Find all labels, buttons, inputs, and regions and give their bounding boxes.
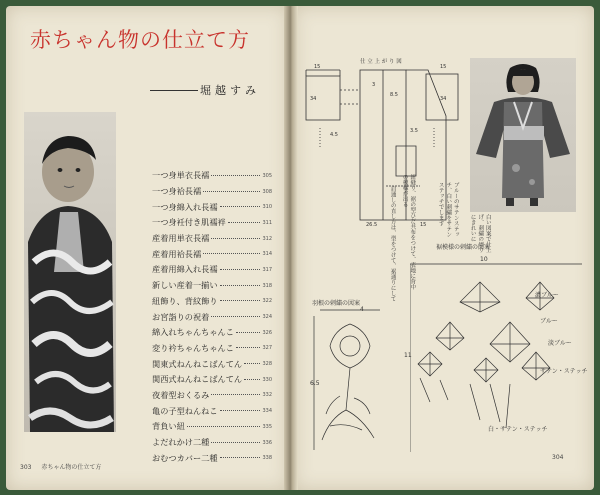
toc-leader-dots (236, 331, 261, 333)
toc-leader-dots (211, 237, 260, 239)
table-of-contents (152, 168, 272, 466)
toc-leader-dots (220, 205, 261, 207)
toc-leader-dots (211, 315, 260, 317)
toc-item (152, 372, 272, 388)
embroidery-caption-right: 裾模様の刺繍の図案 (436, 244, 491, 251)
toc-item-label: おむつカバー二種 (152, 452, 218, 463)
toc-leader-dots (203, 190, 260, 192)
toc-leader-dots (211, 393, 260, 395)
page-number-left: 303 (20, 464, 32, 471)
toc-item-label: 関東式ねんねこばんてん (152, 358, 243, 369)
footer-title: 赤ちゃん物の仕立て方 (41, 464, 102, 471)
toc-leader-dots (220, 299, 261, 301)
toc-item (152, 246, 272, 262)
toc-item-page: 312 (262, 235, 272, 242)
svg-text:15: 15 (420, 222, 427, 228)
toc-item (152, 356, 272, 372)
toc-item (152, 309, 272, 325)
toc-leader-dots (220, 268, 261, 270)
embroidery-caption-left: 羽根の刺繍の図案 (312, 300, 361, 307)
toc-item-label: 亀の子型ねんねこ (152, 405, 218, 416)
svg-text:15: 15 (314, 64, 321, 70)
toc-item (152, 388, 272, 404)
dim-4-label: 4 (360, 306, 364, 313)
label-light-blue: 淡ブルー (548, 340, 572, 347)
toc-item-label: 産着用単衣長襦 (152, 233, 210, 244)
toc-item-label: 関西式ねんねこばんてん (152, 374, 243, 385)
toc-leader-dots (211, 174, 260, 176)
svg-text:26.5: 26.5 (366, 222, 378, 228)
toc-item-page: 335 (262, 423, 272, 430)
toc-item-label: お宮詣りの祝着 (152, 311, 210, 322)
svg-text:8.5: 8.5 (390, 92, 398, 98)
wing-embroidery-drawing (310, 306, 410, 450)
wing-embroidery-diagram (310, 306, 410, 450)
svg-text:4.5: 4.5 (330, 132, 338, 138)
toc-item-page: 328 (262, 361, 272, 368)
toc-item-label: 産着用綿入れ長襦 (152, 264, 218, 275)
author-rule (150, 90, 198, 91)
hem-embroidery-drawing (410, 252, 582, 452)
toc-item-label: 一つ身綿入れ長襦 (152, 201, 218, 212)
toc-leader-dots (244, 362, 260, 364)
toc-item-page: 336 (262, 439, 272, 446)
toc-item-page: 318 (262, 282, 272, 289)
dim-11-label: 11 (404, 352, 412, 359)
toc-item-label: 背負い紐 (152, 421, 185, 432)
toc-item-label: 産着用袷長襦 (152, 248, 202, 259)
toc-item-page: 310 (262, 204, 272, 211)
toc-item-label: 一つ身衽付き肌襦袢 (152, 217, 226, 228)
baby-photo-image (24, 112, 116, 432)
svg-text:3: 3 (372, 82, 376, 88)
page-title: 赤ちゃん物の仕立て方 (30, 28, 250, 52)
toc-leader-dots (211, 441, 260, 443)
toc-item-page: 330 (262, 376, 272, 383)
toc-item-page: 322 (262, 298, 272, 305)
toc-item-page: 317 (262, 266, 272, 273)
toc-item-label: よだれかけ二種 (152, 437, 210, 448)
toc-item (152, 215, 272, 231)
toc-item-page: 332 (262, 392, 272, 399)
hem-embroidery-diagram (410, 252, 582, 452)
toc-item-page: 308 (262, 188, 272, 195)
toc-item (152, 199, 272, 215)
svg-text:34: 34 (310, 96, 317, 102)
page-number-right: 304 (552, 454, 564, 461)
toc-item (152, 325, 272, 341)
author-name: 堀越すみ (200, 84, 260, 97)
label-white-satin-stitch: 白・サテン・ステッチ (488, 426, 548, 433)
toc-item (152, 231, 272, 247)
toc-item-page: 314 (262, 251, 272, 258)
toc-item (152, 341, 272, 357)
toc-item-label: 一つ身袷長襦 (152, 186, 202, 197)
girl-photo (470, 58, 576, 212)
label-satin-stitch: サテン・ステッチ (540, 368, 588, 375)
body-text-col2: 紐縫り、裾の型ひだ共布をつけて、表地に背中の模様が出る (401, 174, 416, 290)
label-dark-blue: 濃ブルー (535, 292, 559, 299)
toc-item-page: 324 (262, 314, 272, 321)
toc-item (152, 450, 272, 466)
toc-leader-dots (187, 425, 261, 427)
svg-text:34: 34 (440, 96, 447, 102)
toc-item-page: 338 (262, 455, 272, 462)
body-text-col4: 白い図案で仕上げ、刺繍の周りにきれいに (469, 214, 491, 253)
book-gutter (284, 6, 298, 490)
toc-item-label: 新しい産着一揃い (152, 280, 218, 291)
toc-leader-dots (236, 346, 261, 348)
body-text-col3: ブルーのサテンステッチ、白い刺繍をサテンステッチでします (437, 182, 459, 237)
footer-left (20, 462, 101, 471)
svg-text:3.5: 3.5 (410, 128, 418, 134)
dim-10-label: 10 (480, 256, 488, 263)
dim-6.5-label: 6.5 (310, 380, 320, 387)
toc-item-label: 変り衿ちゃんちゃんこ (152, 342, 234, 353)
toc-item (152, 419, 272, 435)
toc-item-page: 327 (262, 345, 272, 352)
toc-item (152, 403, 272, 419)
toc-item (152, 278, 272, 294)
toc-item-label: 綿入れちゃんちゃんこ (152, 327, 234, 338)
toc-item-page: 305 (262, 172, 272, 179)
body-text-col1: 肩通しの直し方は、型をつけて、裾通りにして (389, 186, 396, 302)
toc-item (152, 294, 272, 310)
toc-item-page: 311 (262, 219, 272, 226)
toc-item-page: 334 (262, 408, 272, 415)
toc-item (152, 435, 272, 451)
toc-leader-dots (220, 409, 261, 411)
toc-item-page: 326 (262, 329, 272, 336)
toc-leader-dots (203, 252, 260, 254)
baby-photo (24, 112, 116, 432)
toc-item-label: 夜着型おくるみ (152, 389, 210, 400)
diagram-top-caption: 仕 立 上 が り 図 (360, 59, 402, 65)
toc-item (152, 262, 272, 278)
girl-photo-image (470, 58, 576, 212)
toc-leader-dots (220, 456, 261, 458)
svg-text:15: 15 (440, 64, 447, 70)
toc-leader-dots (244, 378, 260, 380)
label-blue: ブルー (540, 318, 558, 325)
toc-item (152, 168, 272, 184)
toc-item-label: 一つ身単衣長襦 (152, 170, 210, 181)
toc-item-label: 紐飾り、背紋飾り (152, 295, 218, 306)
toc-item (152, 184, 272, 200)
toc-leader-dots (228, 221, 261, 223)
toc-leader-dots (220, 284, 261, 286)
